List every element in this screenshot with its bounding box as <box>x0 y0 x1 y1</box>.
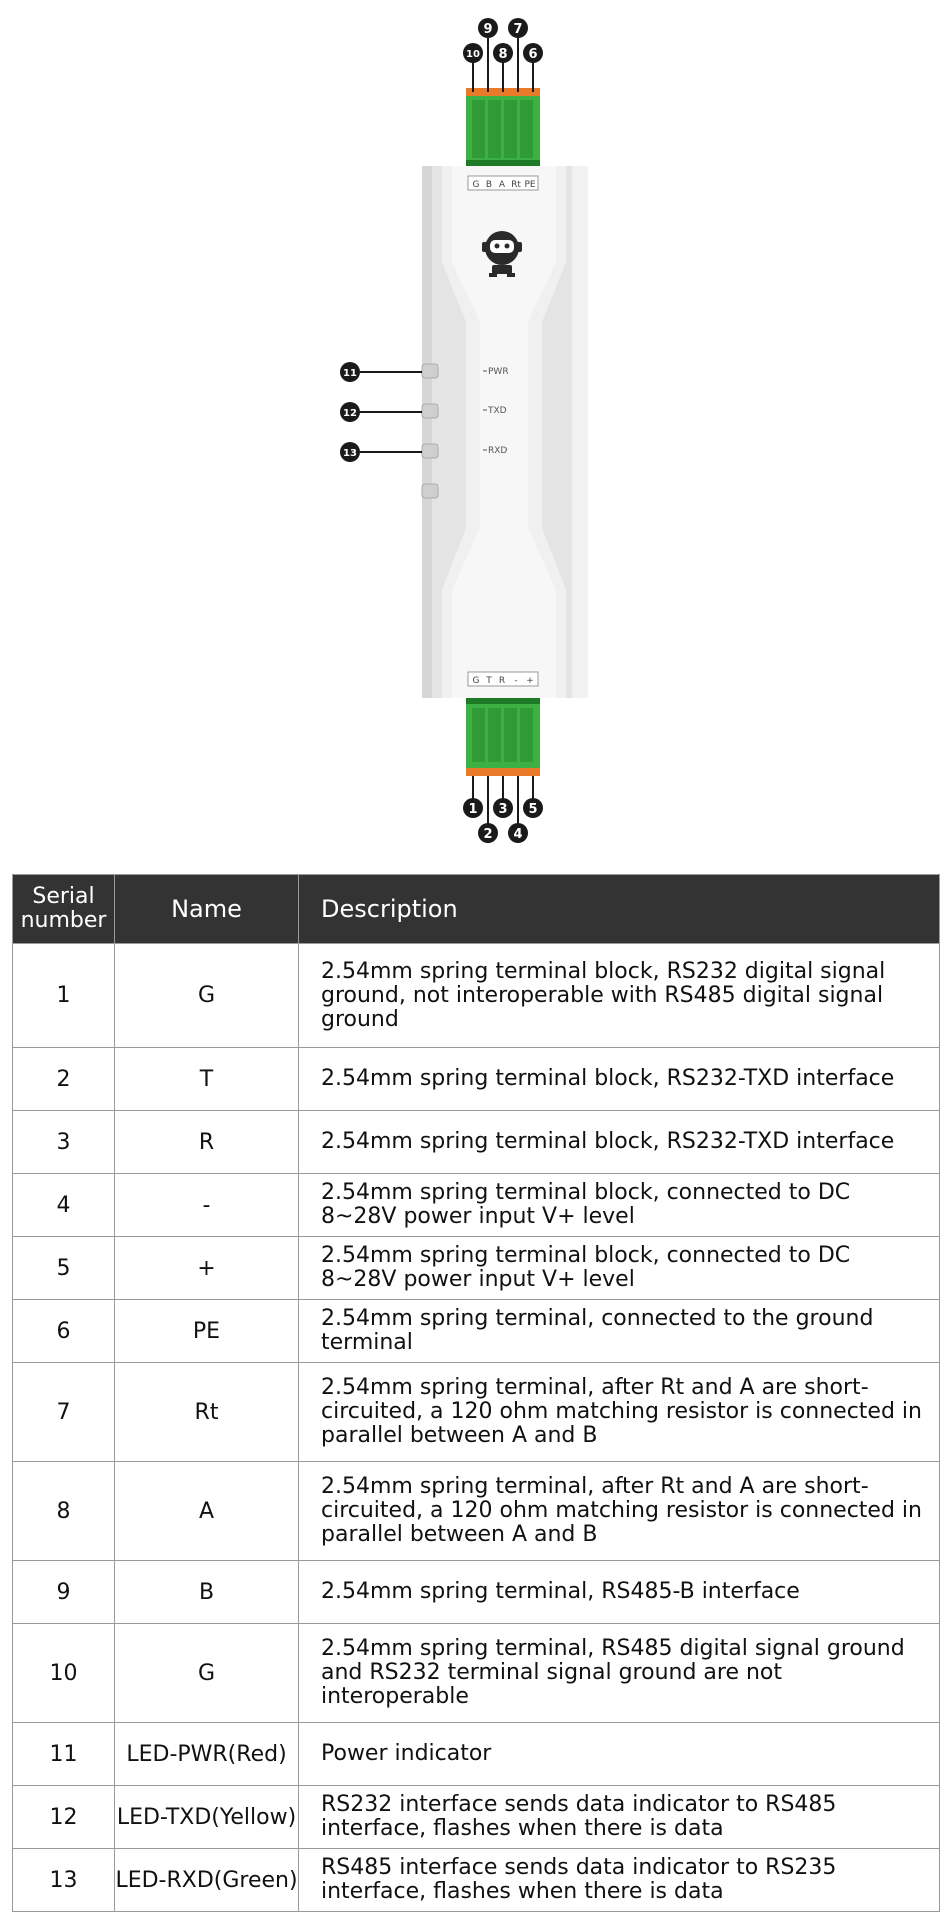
callout-8 <box>493 43 513 63</box>
callout-4 <box>508 823 528 843</box>
name-cell: G <box>115 1624 299 1723</box>
device-diagram <box>0 0 950 860</box>
led-label-pwr: PWR <box>488 367 509 377</box>
table-row <box>13 1174 940 1237</box>
name-cell: A <box>115 1462 299 1561</box>
callout-13-label: 13 <box>343 448 357 459</box>
table-row <box>13 1300 940 1363</box>
callout-2-label: 2 <box>483 827 493 842</box>
name-cell: R <box>115 1111 299 1174</box>
callout-11 <box>340 362 360 382</box>
description-cell: 2.54mm spring terminal, RS485 digital signal ground and RS232 terminal signal ground are not interoperable <box>299 1624 940 1723</box>
pin-description-table <box>12 874 940 1912</box>
description-cell: RS485 interface sends data indicator to RS235 interface, flashes when there is data <box>299 1849 940 1912</box>
top-label-rt: Rt <box>511 180 521 190</box>
description-cell: 2.54mm spring terminal block, connected to DC 8~28V power input V+ level <box>299 1237 940 1300</box>
callout-12 <box>340 402 360 422</box>
serial-cell: 6 <box>13 1300 115 1363</box>
table-header-row <box>13 875 940 944</box>
name-cell: LED-PWR(Red) <box>115 1723 299 1786</box>
name-cell: G <box>115 944 299 1048</box>
callout-4-label: 4 <box>513 827 523 842</box>
top-label-pe: PE <box>524 180 536 190</box>
callout-1 <box>463 798 483 818</box>
table-row <box>13 1624 940 1723</box>
bottom-label-strip <box>468 672 538 686</box>
bottom-label-r: R <box>498 676 506 686</box>
name-cell: T <box>115 1048 299 1111</box>
top-terminal-block <box>466 88 540 166</box>
name-cell: - <box>115 1174 299 1237</box>
callout-9 <box>478 18 498 38</box>
description-cell: Power indicator <box>299 1723 940 1786</box>
description-cell: 2.54mm spring terminal block, RS232-TXD interface <box>299 1048 940 1111</box>
table-row <box>13 1561 940 1624</box>
table-row <box>13 944 940 1048</box>
serial-cell: 3 <box>13 1111 115 1174</box>
led-label-rxd: RXD <box>488 446 508 456</box>
serial-cell: 1 <box>13 944 115 1048</box>
top-label-strip <box>468 176 538 190</box>
description-cell: 2.54mm spring terminal, RS485-B interface <box>299 1561 940 1624</box>
header-name: Name <box>115 875 299 944</box>
bottom-terminal-block <box>466 698 540 776</box>
callout-1-label: 1 <box>468 802 478 817</box>
serial-cell: 2 <box>13 1048 115 1111</box>
callout-5 <box>523 798 543 818</box>
table-row <box>13 1849 940 1912</box>
name-cell: Rt <box>115 1363 299 1462</box>
callout-12-label: 12 <box>343 408 357 419</box>
bottom-label-g: G <box>472 676 480 686</box>
top-label-a: A <box>498 180 506 190</box>
table-row <box>13 1111 940 1174</box>
serial-cell: 5 <box>13 1237 115 1300</box>
callout-2 <box>478 823 498 843</box>
name-cell: LED-RXD(Green) <box>115 1849 299 1912</box>
callout-7 <box>508 18 528 38</box>
description-cell: 2.54mm spring terminal, connected to the ground terminal <box>299 1300 940 1363</box>
table-row <box>13 1048 940 1111</box>
header-description: Description <box>299 875 940 944</box>
description-cell: 2.54mm spring terminal block, connected to DC 8~28V power input V+ level <box>299 1174 940 1237</box>
bottom-label-plus: + <box>526 676 534 686</box>
description-cell: 2.54mm spring terminal block, RS232 digital signal ground, not interoperable with RS485 digital signal ground <box>299 944 940 1048</box>
table-row <box>13 1237 940 1300</box>
callout-13 <box>340 442 360 462</box>
callout-5-label: 5 <box>528 802 538 817</box>
name-cell: PE <box>115 1300 299 1363</box>
description-cell: 2.54mm spring terminal block, RS232-TXD interface <box>299 1111 940 1174</box>
serial-cell: 7 <box>13 1363 115 1462</box>
callout-7-label: 7 <box>513 22 523 37</box>
top-label-g: G <box>472 180 480 190</box>
description-cell: 2.54mm spring terminal, after Rt and A are short-circuited, a 120 ohm matching resistor is connected in parallel between A and B <box>299 1363 940 1462</box>
led-label-txd: TXD <box>488 406 507 416</box>
table-row <box>13 1786 940 1849</box>
serial-cell: 4 <box>13 1174 115 1237</box>
callout-11-label: 11 <box>343 368 357 379</box>
callout-6 <box>523 43 543 63</box>
callout-3 <box>493 798 513 818</box>
bottom-label-t: T <box>486 676 492 686</box>
callout-10-label: 10 <box>466 49 480 60</box>
callout-10 <box>463 43 483 63</box>
name-cell: LED-TXD(Yellow) <box>115 1786 299 1849</box>
callout-9-label: 9 <box>483 22 493 37</box>
header-serial-number: Serial number <box>13 875 115 944</box>
description-cell: RS232 interface sends data indicator to RS485 interface, flashes when there is data <box>299 1786 940 1849</box>
callout-3-label: 3 <box>498 802 508 817</box>
serial-cell: 10 <box>13 1624 115 1723</box>
description-cell: 2.54mm spring terminal, after Rt and A are short-circuited, a 120 ohm matching resistor is connected in parallel between A and B <box>299 1462 940 1561</box>
name-cell: B <box>115 1561 299 1624</box>
serial-cell: 12 <box>13 1786 115 1849</box>
serial-cell: 11 <box>13 1723 115 1786</box>
bottom-label-minus: - <box>514 676 518 686</box>
callout-8-label: 8 <box>498 47 508 62</box>
table-row <box>13 1723 940 1786</box>
serial-cell: 8 <box>13 1462 115 1561</box>
serial-cell: 13 <box>13 1849 115 1912</box>
name-cell: + <box>115 1237 299 1300</box>
serial-cell: 9 <box>13 1561 115 1624</box>
table-row <box>13 1363 940 1462</box>
top-label-b: B <box>485 180 493 190</box>
callout-6-label: 6 <box>528 47 538 62</box>
table-row <box>13 1462 940 1561</box>
